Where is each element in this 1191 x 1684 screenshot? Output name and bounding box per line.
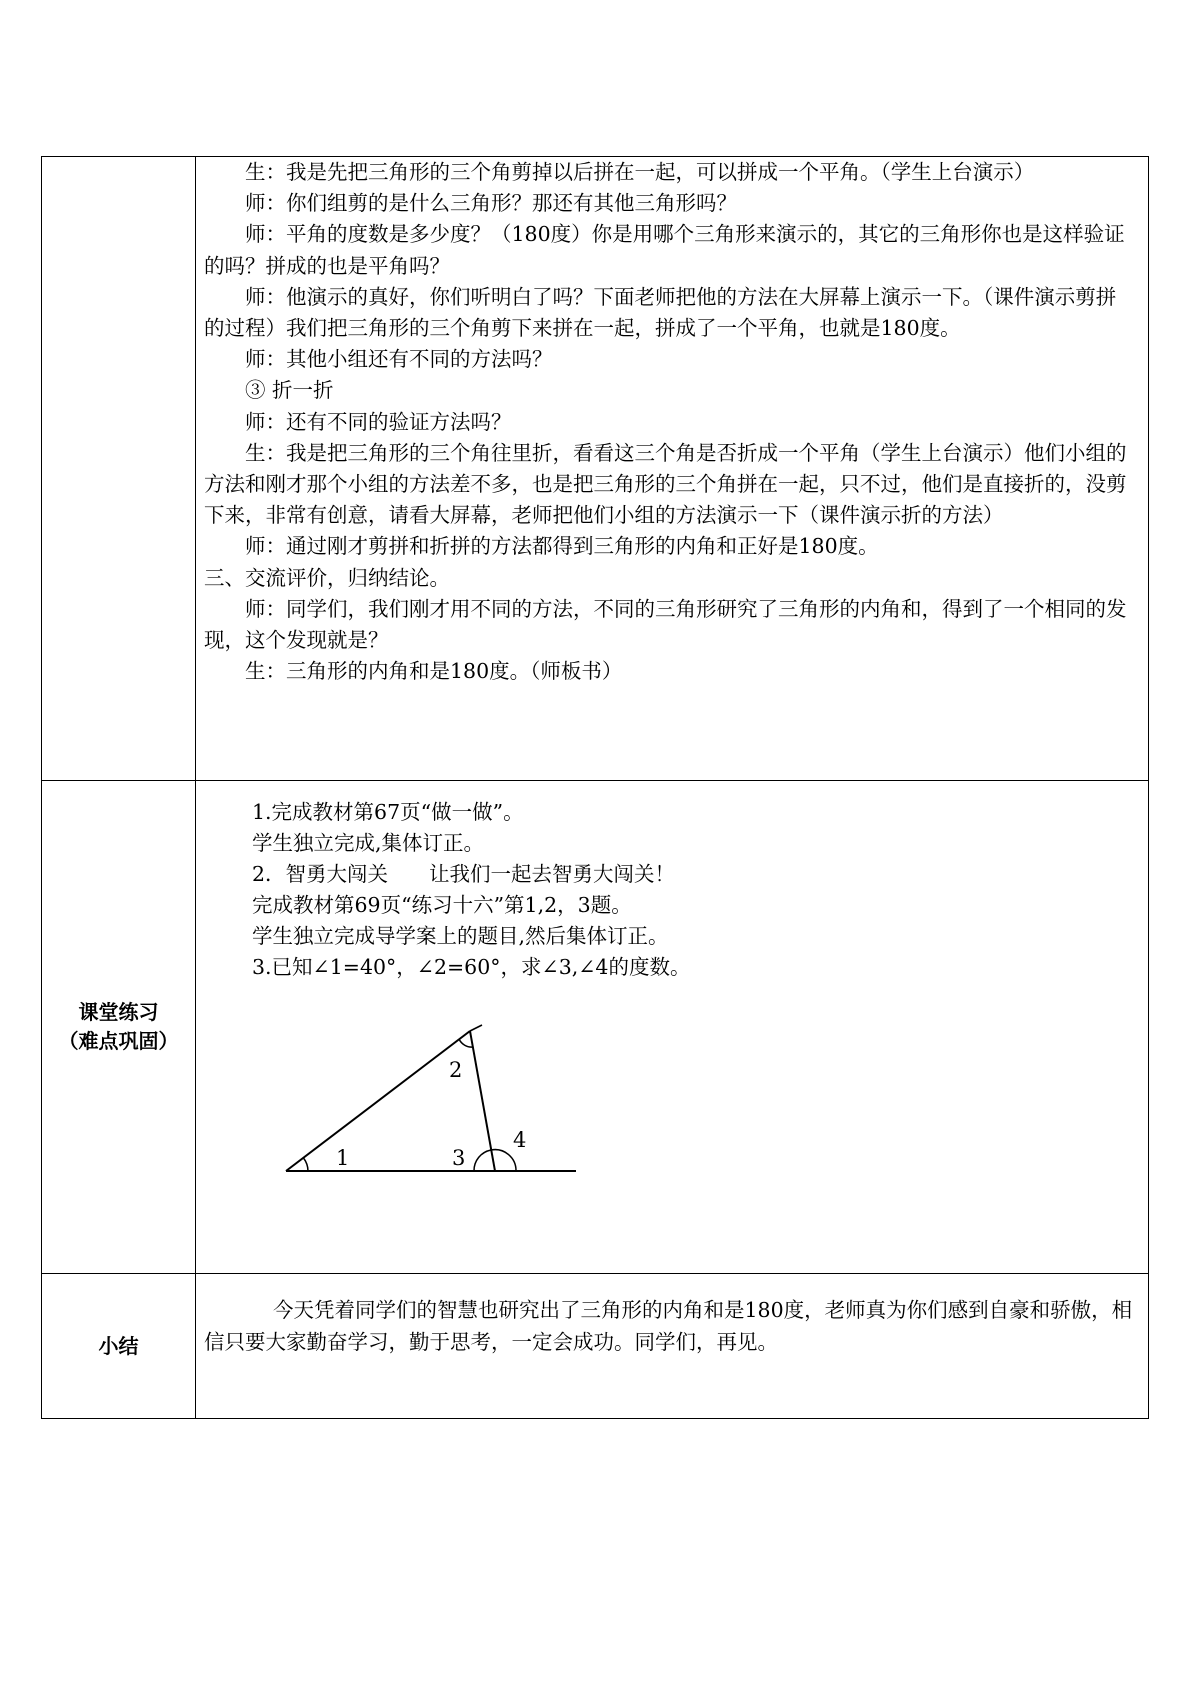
paragraph-4: 师：他演示的真好，你们听明白了吗？下面老师把他的方法在大屏幕上演示一下。（课件演示剪拼的过程）我们把三角形的三个角剪下来拼在一起，拼成了一个平角，也就是180度。	[204, 284, 1117, 341]
exercise-line-5: 学生独立完成导学案上的题目,然后集体订正。	[252, 924, 669, 948]
paragraph-1: 生：我是先把三角形的三个角剪掉以后拼在一起，可以拼成一个平角。（学生上台演示）	[245, 160, 1035, 184]
paragraph-7: 师：还有不同的验证方法吗？	[245, 409, 512, 434]
exercise-line-6: 3.已知∠1=40°，∠2=60°，求∠3,∠4的度数。	[252, 955, 691, 979]
exercise-line-1: 1.完成教材第67页“做一做”。	[252, 800, 524, 824]
exercise-label-cell	[42, 781, 196, 1274]
summary-text: 今天凭着同学们的智慧也研究出了三角形的内角和是180度，老师真为你们感到自豪和骄傲，相信只要大家勤奋学习，勤于思考，一定会成功。同学们，再见。	[204, 1298, 1133, 1354]
summary-content-cell	[196, 1274, 1149, 1419]
exercise-line-2: 学生独立完成,集体订正。	[252, 831, 485, 855]
triangle-figure	[284, 1013, 584, 1183]
paragraph-9: 师：通过刚才剪拼和折拼的方法都得到三角形的内角和正好是180度。	[245, 534, 879, 559]
exercise-sublabel: （难点巩固）	[58, 1029, 179, 1053]
process-content-cell	[196, 157, 1149, 781]
exercise-content-cell	[196, 781, 1149, 1274]
angle1-arc	[304, 1158, 309, 1171]
table-row-process	[42, 157, 1149, 781]
angle1-label: 1	[336, 1146, 350, 1170]
lesson-plan-table	[41, 156, 1149, 1419]
exercise-label: 课堂练习	[78, 1000, 159, 1024]
paragraph-2: 师：你们组剪的是什么三角形？那还有其他三角形吗？	[245, 191, 737, 216]
exercise-line-4: 完成教材第69页“练习十六”第1,2，3题。	[252, 893, 632, 917]
section-heading: 三、交流评价，归纳结论。	[204, 565, 450, 590]
triangle-left-side	[286, 1031, 470, 1171]
paragraph-3: 师：平角的度数是多少度？（180度）你是用哪个三角形来演示的，其它的三角形你也是这样验证的吗？拼成的也是平角吗？	[204, 222, 1125, 278]
angle4-label: 4	[513, 1128, 527, 1152]
paragraph-6: ③ 折一折	[245, 378, 334, 403]
angle3-arc	[474, 1150, 491, 1171]
summary-label-cell	[42, 1274, 196, 1419]
label-cell-empty	[42, 157, 196, 781]
paragraph-10: 师：同学们，我们刚才用不同的方法，不同的三角形研究了三角形的内角和，得到了一个相同的发现，这个发现就是？	[204, 596, 1127, 653]
triangle-top-tick	[470, 1025, 482, 1031]
paragraph-11: 生：三角形的内角和是180度。（师板书）	[245, 659, 623, 684]
exercise-line-3: 2．智勇大闯关 让我们一起去智勇大闯关！	[252, 862, 676, 886]
paragraph-8: 生：我是把三角形的三个角往里折，看看这三个角是否折成一个平角（学生上台演示）他们小组的方法和刚才那个小组的方法差不多，也是把三角形的三个角拼在一起，只不过，他们是直接折的，没剪下来，非常有创意，请看大屏幕，老师把他们小组的方法演示一下（课件演示折的方法）	[204, 440, 1127, 528]
summary-label: 小结	[98, 1333, 139, 1358]
table-row-exercise	[42, 781, 1149, 1274]
angle3-label: 3	[452, 1146, 466, 1170]
table-row-summary	[42, 1274, 1149, 1419]
paragraph-5: 师：其他小组还有不同的方法吗？	[245, 347, 553, 372]
angle2-label: 2	[449, 1058, 463, 1082]
